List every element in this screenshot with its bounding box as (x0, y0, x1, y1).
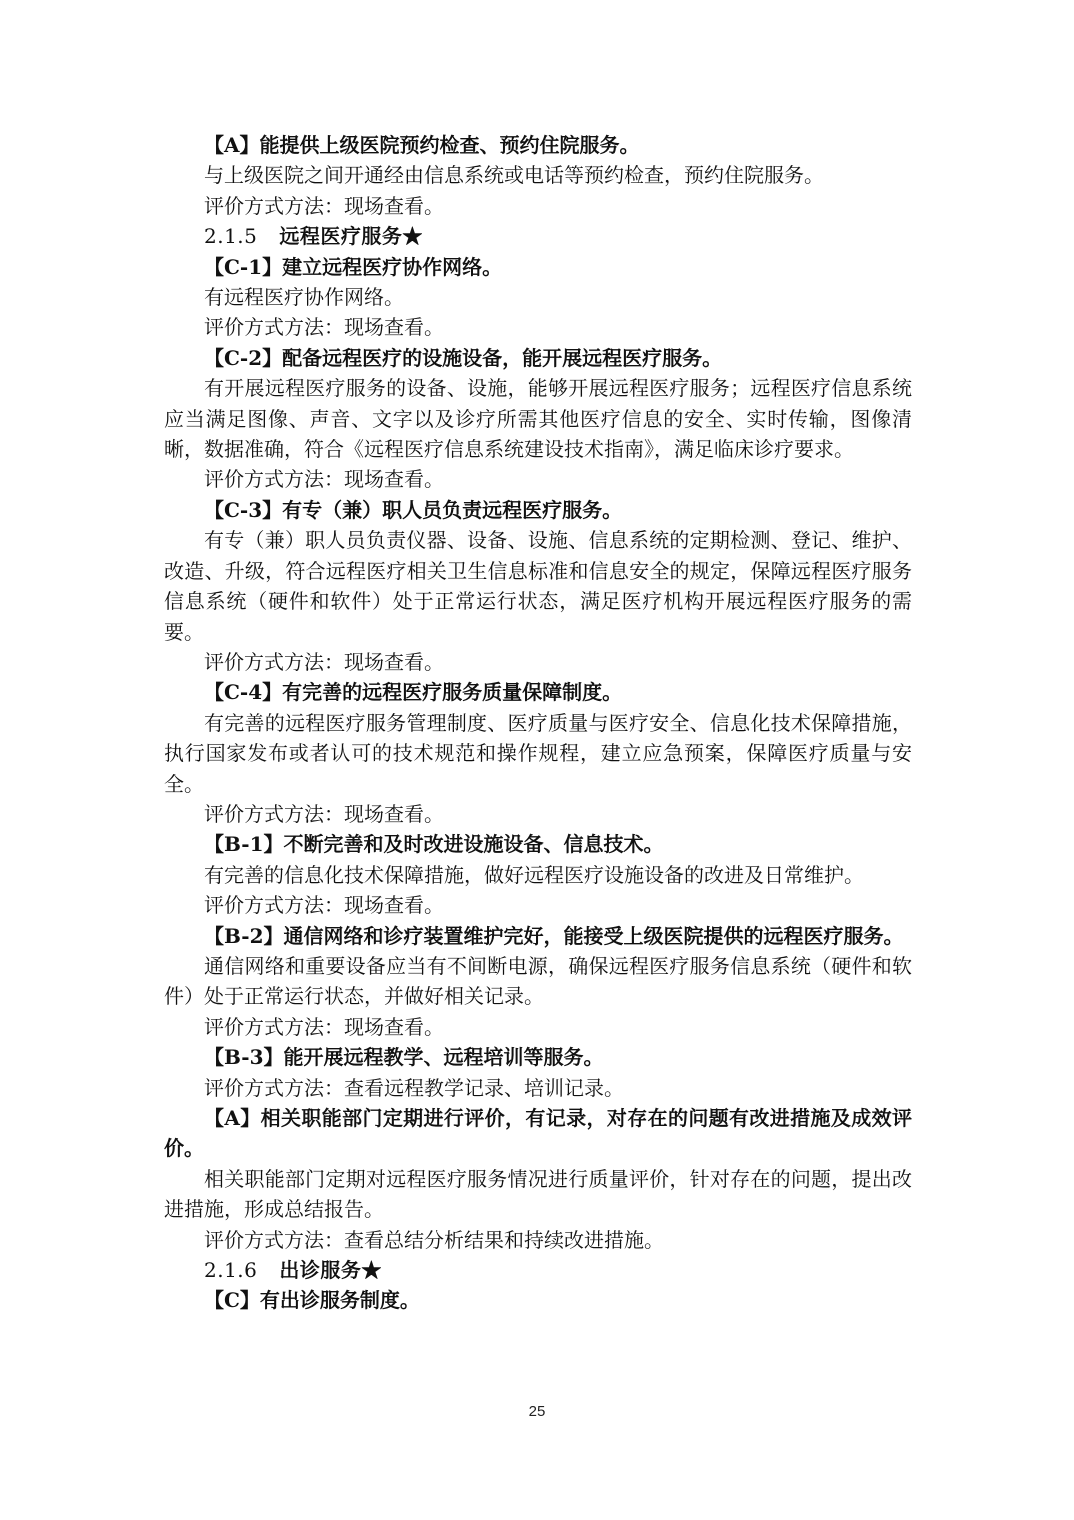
requirement-item: 【B-2】通信网络和诊疗装置维护完好，能接受上级医院提供的远程医疗服务。 (204, 923, 904, 948)
evaluation-method: 评价方式方法：现场查看。 (204, 649, 444, 674)
section-title: 远程医疗服务★ (279, 224, 423, 249)
requirement-item: 【B-3】能开展远程教学、远程培训等服务。 (204, 1045, 604, 1070)
section-title: 出诊服务★ (279, 1258, 382, 1283)
evaluation-method: 评价方式方法：现场查看。 (204, 893, 444, 918)
paragraph: 通信网络和重要设备应当有不间断电源，确保远程医疗服务信息系统（硬件和软件）处于正常运行状态，并做好相关记录。 (164, 953, 912, 1009)
section-number: 2.1.6 (204, 1258, 258, 1283)
requirement-item: 【C-1】建立远程医疗协作网络。 (204, 254, 503, 279)
evaluation-method: 评价方式方法：现场查看。 (204, 467, 444, 492)
paragraph: 与上级医院之间开通经由信息系统或电话等预约检查，预约住院服务。 (204, 163, 824, 188)
requirement-item: 【C】有出诊服务制度。 (204, 1288, 420, 1313)
evaluation-method: 评价方式方法：现场查看。 (204, 1014, 444, 1039)
requirement-item: 【C-2】配备远程医疗的设施设备，能开展远程医疗服务。 (204, 345, 723, 370)
requirement-item: 【A】相关职能部门定期进行评价，有记录，对存在的问题有改进措施及成效评价。 (164, 1106, 912, 1161)
requirement-item: 【B-1】不断完善和及时改进设施设备、信息技术。 (204, 832, 664, 857)
evaluation-method: 评价方式方法：现场查看。 (204, 801, 444, 826)
evaluation-method: 评价方式方法：现场查看。 (204, 193, 444, 218)
page-number: 25 (528, 1403, 546, 1420)
paragraph: 有完善的远程医疗服务管理制度、医疗质量与医疗安全、信息化技术保障措施，执行国家发布或者认可的技术规范和操作规程，建立应急预案，保障医疗质量与安全。 (164, 710, 912, 796)
requirement-item: 【C-3】有专（兼）职人员负责远程医疗服务。 (204, 497, 623, 522)
section-heading (164, 1255, 912, 1285)
paragraph: 有远程医疗协作网络。 (204, 285, 404, 310)
evaluation-method: 评价方式方法：查看远程教学记录、培训记录。 (204, 1075, 624, 1100)
paragraph: 有完善的信息化技术保障措施，做好远程医疗设施设备的改进及日常维护。 (204, 862, 864, 887)
section-heading (164, 221, 912, 251)
requirement-item: 【A】能提供上级医院预约检查、预约住院服务。 (204, 133, 640, 157)
evaluation-method: 评价方式方法：现场查看。 (204, 315, 444, 340)
paragraph: 有专（兼）职人员负责仪器、设备、设施、信息系统的定期检测、登记、维护、改造、升级，符合远程医疗相关卫生信息标准和信息安全的规定，保障远程医疗服务信息系统（硬件和软件）处于正常运行状态，满足医疗机构开展远程医疗服务的需要。 (164, 528, 912, 644)
evaluation-method: 评价方式方法：查看总结分析结果和持续改进措施。 (204, 1227, 664, 1252)
paragraph: 相关职能部门定期对远程医疗服务情况进行质量评价，针对存在的问题，提出改进措施，形成总结报告。 (164, 1166, 912, 1222)
requirement-item: 【C-4】有完善的远程医疗服务质量保障制度。 (204, 680, 623, 705)
paragraph: 有开展远程医疗服务的设备、设施，能够开展远程医疗服务；远程医疗信息系统应当满足图像、声音、文字以及诊疗所需其他医疗信息的安全、实时传输，图像清晰，数据准确，符合《远程医疗信息系统建设技术指南》，满足临床诊疗要求。 (164, 376, 912, 462)
document-body (164, 130, 912, 1316)
section-number: 2.1.5 (204, 224, 258, 249)
